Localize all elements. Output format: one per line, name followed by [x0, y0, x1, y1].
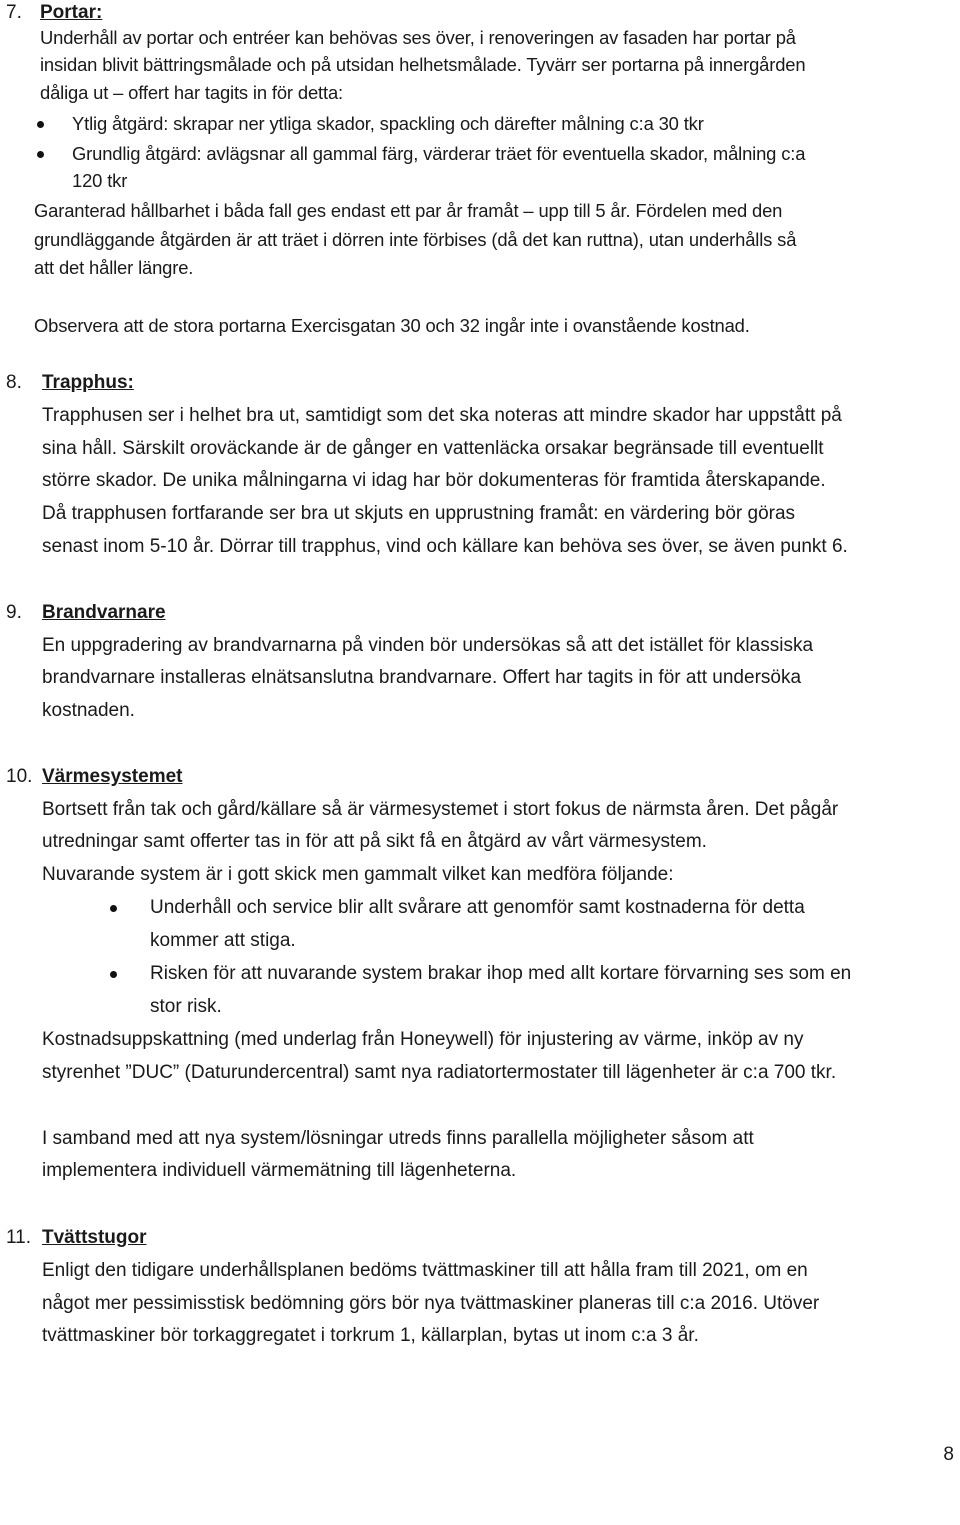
paragraph-line: utredningar samt offerter tas in för att på sikt få en åtgärd av vårt värmesystem.	[42, 831, 707, 852]
note-line: I samband med att nya system/lösningar utreds finns parallella möjligheter såsom att	[42, 1128, 754, 1149]
paragraph-line: dåliga ut – offert har tagits in för detta:	[40, 82, 343, 103]
section-number: 7.	[6, 2, 22, 23]
section-heading: Trapphus:	[42, 372, 134, 393]
paragraph-line: något mer pessimisstisk bedömning görs bör nya tvättmaskiner planeras till c:a 2016. Utöver	[42, 1293, 820, 1314]
paragraph-line: större skador. De unika målningarna vi idag har bör dokumenteras för framtida återskapande.	[42, 470, 826, 491]
paragraph-line: brandvarnare installeras elnätsanslutna brandvarnare. Offert har tagits in för att undersöka	[42, 667, 802, 688]
paragraph-line: Underhåll av portar och entréer kan behövas ses över, i renoveringen av fasaden har portar på	[40, 27, 796, 48]
list-item-continuation: kommer att stiga.	[150, 930, 296, 951]
bullet-icon	[110, 971, 117, 978]
list-item: Ytlig åtgärd: skrapar ner ytliga skador, spackling och därefter målning c:a 30 tkr	[72, 113, 704, 134]
paragraph-line: En uppgradering av brandvarnarna på vinden bör undersökas så att det istället för klassiska	[42, 635, 814, 656]
list-item: Risken för att nuvarande system brakar ihop med allt kortare förvarning ses som en	[150, 963, 852, 984]
paragraph-line: Nuvarande system är i gott skick men gammalt vilket kan medföra följande:	[42, 864, 674, 885]
bullet-icon	[37, 121, 44, 128]
section-number: 10.	[6, 766, 33, 787]
paragraph-line: insidan blivit bättringsmålade och på utsidan helhetsmålade. Tyvärr ser portarna på innergården	[40, 54, 806, 75]
paragraph-line: att det håller längre.	[34, 257, 194, 278]
section-heading: Tvättstugor	[42, 1227, 147, 1248]
note-line: implementera individuell värmemätning till lägenheterna.	[42, 1160, 517, 1181]
note-line: Observera att de stora portarna Exercisgatan 30 och 32 ingår inte i ovanstående kostnad.	[34, 315, 750, 336]
section-heading: Värmesystemet	[42, 766, 183, 787]
paragraph-line: Då trapphusen fortfarande ser bra ut skjuts en upprustning framåt: en värdering bör göras	[42, 503, 796, 524]
list-item-continuation: 120 tkr	[72, 170, 128, 191]
list-item-continuation: stor risk.	[150, 996, 222, 1017]
list-item: Grundlig åtgärd: avlägsnar all gammal färg, värderar träet för eventuella skador, målning c:a	[72, 143, 806, 164]
paragraph-line: senast inom 5-10 år. Dörrar till trapphus, vind och källare kan behöva ses över, se även punkt 6.	[42, 536, 848, 557]
paragraph-line: Kostnadsuppskattning (med underlag från Honeywell) för injustering av värme, inköp av ny	[42, 1029, 804, 1050]
paragraph-line: kostnaden.	[42, 700, 135, 721]
list-item: Underhåll och service blir allt svårare att genomför samt kostnaderna för detta	[150, 897, 805, 918]
paragraph-line: Bortsett från tak och gård/källare så är värmesystemet i stort fokus de närmsta åren. Det pågår	[42, 799, 839, 820]
section-number: 11.	[6, 1227, 32, 1248]
section-heading: Portar:	[40, 2, 103, 23]
page-number: 8	[943, 1444, 954, 1465]
paragraph-line: Enligt den tidigare underhållsplanen bedöms tvättmaskiner till att hålla fram till 2021, om en	[42, 1260, 808, 1281]
section-number: 9.	[6, 602, 22, 623]
paragraph-line: Garanterad hållbarhet i båda fall ges endast ett par år framåt – upp till 5 år. Fördelen med den	[34, 200, 783, 221]
paragraph-line: grundläggande åtgärden är att träet i dörren inte förbises (då det kan ruttna), utan underhålls så	[34, 229, 797, 250]
paragraph-line: tvättmaskiner bör torkaggregatet i torkrum 1, källarplan, bytas ut inom c:a 3 år.	[42, 1325, 699, 1346]
section-number: 8.	[6, 372, 22, 393]
paragraph-line: Trapphusen ser i helhet bra ut, samtidigt som det ska noteras att mindre skador har uppstått på	[42, 405, 842, 426]
paragraph-line: styrenhet ”DUC” (Daturundercentral) samt nya radiatortermostater till lägenheter är c:a 700 tkr.	[42, 1062, 837, 1083]
section-heading: Brandvarnare	[42, 602, 166, 623]
bullet-icon	[110, 905, 117, 912]
bullet-icon	[37, 151, 44, 158]
paragraph-line: sina håll. Särskilt oroväckande är de gånger en vattenläcka orsakar begränsade till eventuellt	[42, 438, 824, 459]
